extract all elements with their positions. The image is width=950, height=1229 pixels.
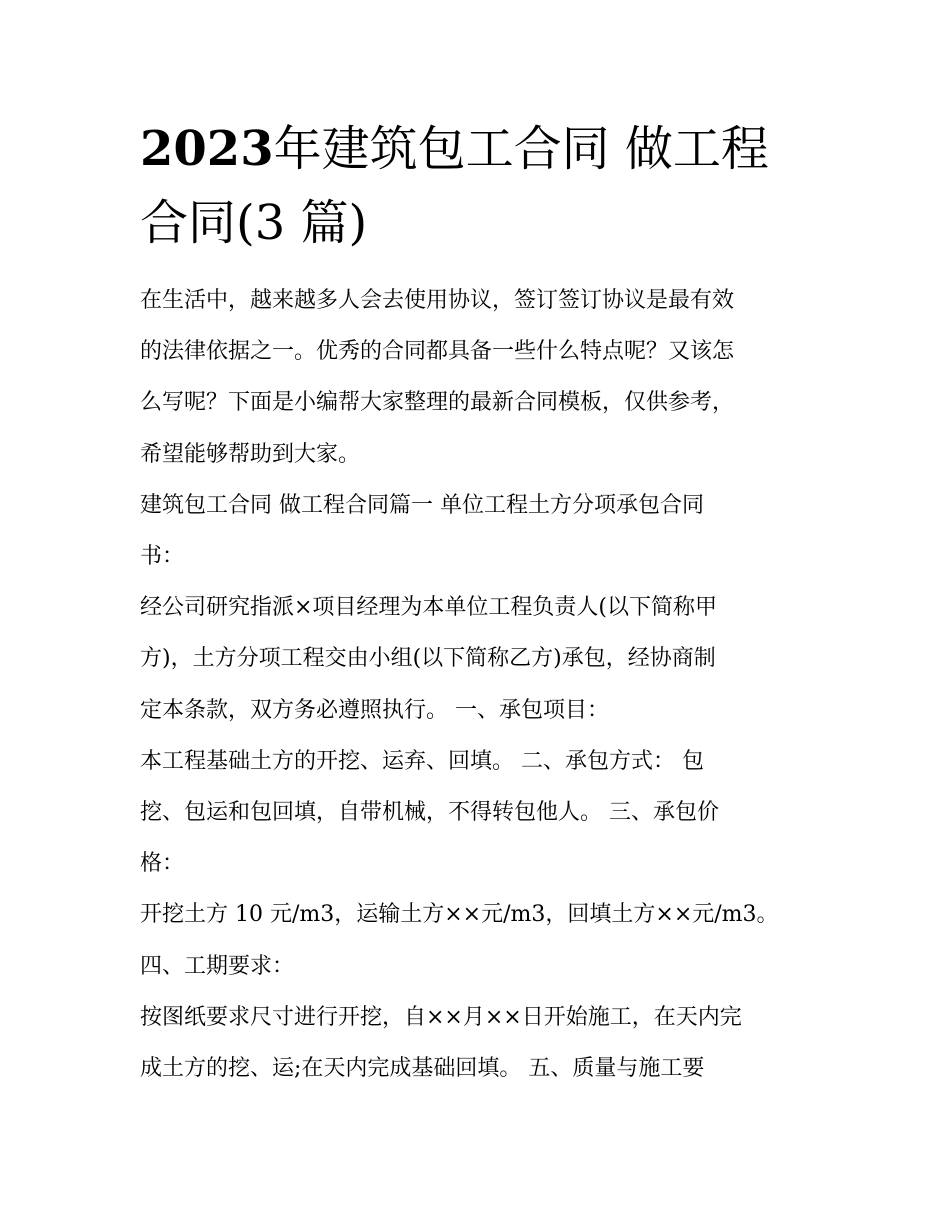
text-line: 四、工期要求： — [140, 953, 295, 979]
text-line: 经公司研究指派×项目经理为本单位工程负责人(以下简称甲 — [140, 595, 718, 621]
text-line: 定本条款，双方务必遵照执行。 一、承包项目： — [140, 697, 609, 723]
title-line — [140, 186, 820, 260]
text-line: 的法律依据之一。优秀的合同都具备一些什么特点呢？又该怎 — [140, 339, 735, 365]
document-title — [140, 112, 820, 260]
title-text: 合同(3 篇) — [140, 195, 368, 251]
text-line: 建筑包工合同 做工程合同篇一 单位工程土方分项承包合同 — [140, 492, 704, 518]
document-body — [140, 275, 820, 1094]
contract-paragraph — [140, 889, 820, 991]
intro-paragraph — [140, 275, 820, 480]
text-line: 格： — [140, 851, 185, 877]
contract-paragraph — [140, 736, 820, 890]
title-year: 2023 — [140, 121, 274, 177]
text-line: 本工程基础土方的开挖、运弃、回填。 二、承包方式： 包 — [140, 748, 704, 774]
text-line: 希望能够帮助到大家。 — [140, 441, 361, 467]
text-line: 么写呢？下面是小编帮大家整理的最新合同模板，仅供参考， — [140, 390, 735, 416]
text-line: 按图纸要求尺寸进行开挖，自××月××日开始施工，在天内完 — [140, 1004, 742, 1030]
text-line: 书： — [140, 544, 185, 570]
text-line: 开挖土方 10 元/m3，运输土方××元/m3，回填土方××元/m3。 — [140, 902, 779, 928]
section-heading-paragraph — [140, 480, 820, 582]
text-line: 成土方的挖、运;在天内完成基础回填。 五、质量与施工要 — [140, 1056, 705, 1082]
text-line: 挖、包运和包回填，自带机械，不得转包他人。 三、承包价 — [140, 800, 719, 826]
text-line: 在生活中，越来越多人会去使用协议，签订签订协议是最有效 — [140, 288, 735, 313]
text-line: 方)，土方分项工程交由小组(以下简称乙方)承包，经协商制 — [140, 646, 716, 672]
contract-paragraph — [140, 582, 820, 736]
title-line — [140, 112, 820, 186]
title-text: 年建筑包工合同 做工程 — [273, 121, 769, 177]
contract-paragraph — [140, 992, 820, 1094]
